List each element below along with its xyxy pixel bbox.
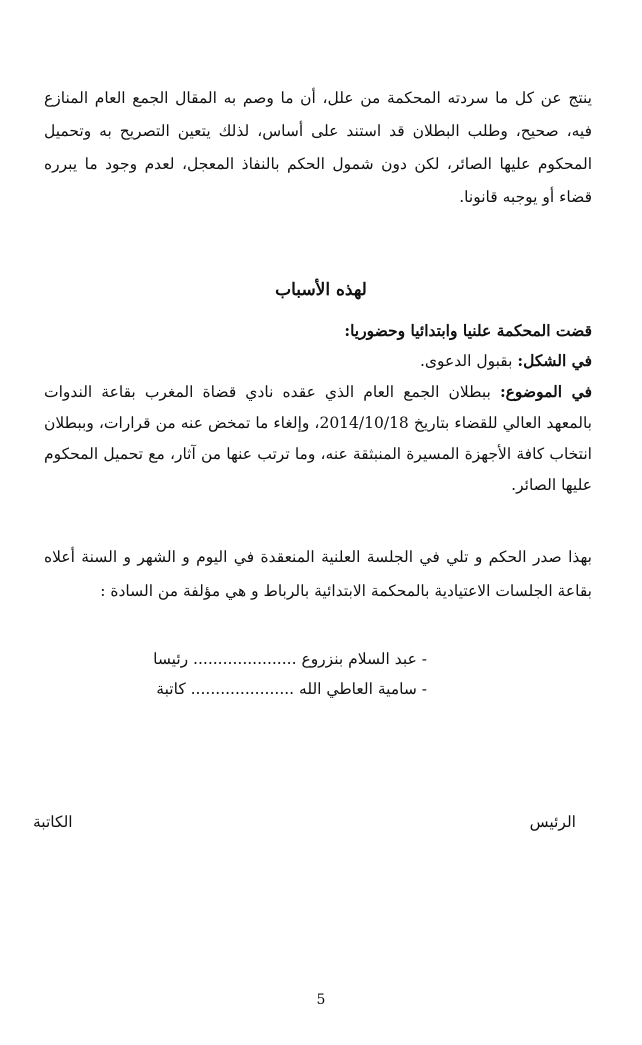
- section-heading: لهذه الأسباب: [275, 280, 367, 300]
- page-number: 5: [316, 992, 326, 1008]
- verdict-title: قضت المحكمة علنيا وابتدائيا وحضوريا:: [344, 321, 592, 340]
- subject-text: ببطلان الجمع العام الذي عقده نادي قضاة المغرب بقاعة الندوات بالمعهد العالي للقضاء بتاريخ 2014/10/18، وإلغاء ما تمخض عنه من قرارات، وببطلان انتخاب كافة الأجهزة المسيرة المنبثقة عنه، وما ترتب عنها من آثار، مع تحميل المحكوم عليها الصائر.: [44, 383, 592, 494]
- member-clerk: - سامية العاطي الله ..................... كاتبة: [156, 680, 427, 698]
- verdict-subject-line: [44, 376, 592, 501]
- verdict-form-line: [44, 346, 592, 376]
- member-president: - عبد السلام بنزروع ..................... رئيسا: [153, 650, 427, 668]
- signature-president: الرئيس: [529, 813, 576, 831]
- form-text: بقبول الدعوى.: [419, 352, 518, 370]
- paragraph-reasoning: ينتج عن كل ما سردته المحكمة من علل، أن ما وصم به المقال الجمع العام المنازع فيه، صحيح، وطلب البطلان قد استند على أساس، لذلك يتعين التصريح به وتحميل المحكوم عليها الصائر، لكن دون شمول الحكم بالنفاذ المعجل، لعدم وجود ما يبرره قضاء أو يوجبه قانونا.: [44, 89, 592, 206]
- subject-label: في الموضوع:: [499, 382, 592, 401]
- form-label: في الشكل:: [517, 351, 592, 370]
- paragraph-session: بهذا صدر الحكم و تلي في الجلسة العلنية المنعقدة في اليوم و الشهر و السنة أعلاه بقاعة الجلسات الاعتيادية بالمحكمة الابتدائية بالرباط و هي مؤلفة من السادة :: [44, 548, 592, 600]
- signature-clerk: الكاتبة: [33, 813, 73, 831]
